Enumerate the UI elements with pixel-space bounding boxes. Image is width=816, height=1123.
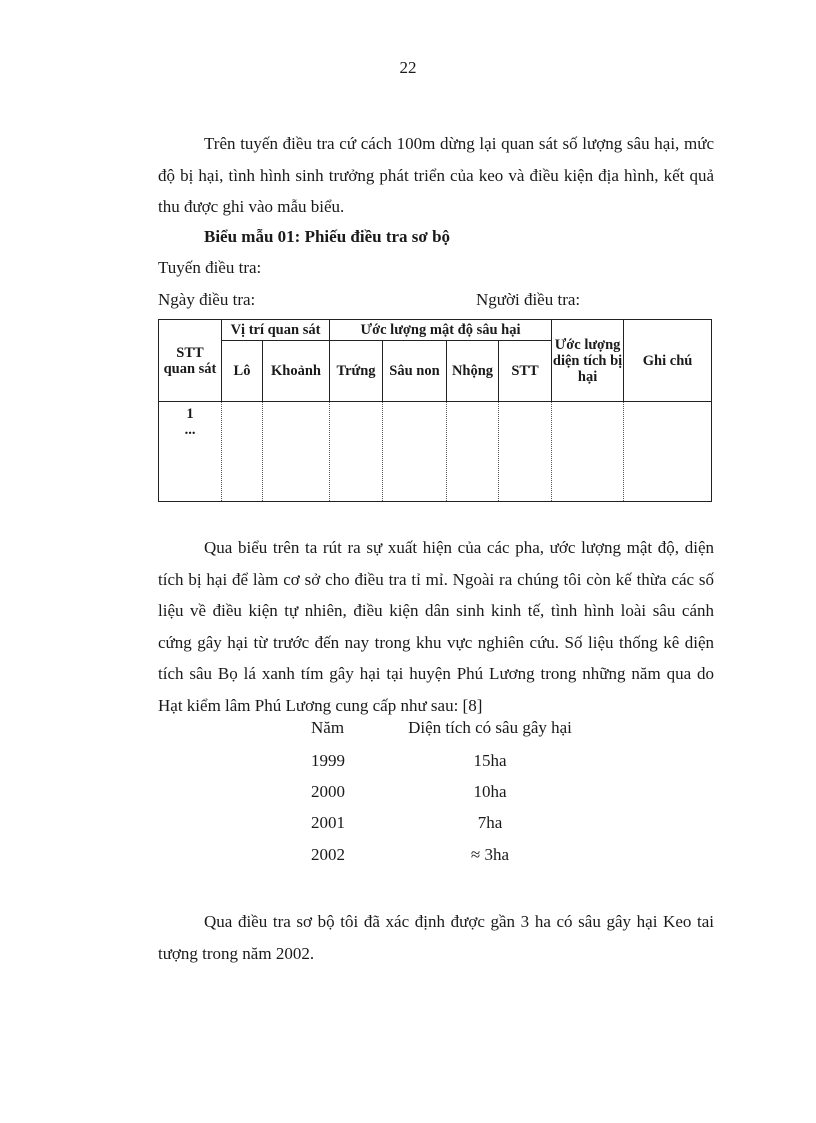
- intro-paragraph: [158, 128, 714, 223]
- table-cell: [552, 402, 624, 502]
- conclusion-paragraph-text: Qua điều tra sơ bộ tôi đã xác định được gần 3 ha có sâu gây hại Keo tai tượng trong năm 2002.: [158, 912, 714, 963]
- density-group-header: Ước lượng mật độ sâu hại: [330, 320, 552, 341]
- stats-area-header: Diện tích có sâu gây hại: [408, 718, 572, 737]
- surveyor-label: Người điều tra:: [476, 290, 581, 309]
- table-cell: [222, 402, 263, 502]
- location-group-header: Vị trí quan sát: [222, 320, 330, 341]
- stats-year: 2000: [311, 782, 345, 801]
- survey-form-table: [158, 319, 712, 502]
- table-cell: [383, 402, 447, 502]
- context-paragraph-text: Qua biểu trên ta rút ra sự xuất hiện của các pha, ước lượng mật độ, diện tích bị hại để làm cơ sở cho điều tra tỉ mỉ. Ngoài ra chúng tôi còn kế thừa các số liệu về điều kiện tự nhiên, điều kiện dân sinh kinh tế, tình hình loài sâu cánh cứng gây hại từ trước đến nay trong khu vực nghiên cứu. Số liệu thống kê diện tích sâu Bọ lá xanh tím gây hại tại huyện Phú Lương trong những năm qua do Hạt kiểm lâm Phú Lương cung cấp như sau: [8]: [158, 538, 714, 715]
- table-cell: [263, 402, 330, 502]
- conclusion-paragraph: [158, 906, 714, 969]
- stats-area: ≈ 3ha: [470, 845, 510, 864]
- egg-header: Trứng: [330, 341, 383, 402]
- row-continuation: ...: [184, 422, 196, 438]
- row-index: 1: [186, 406, 194, 422]
- table-cell: [499, 402, 552, 502]
- larva-header: Sâu non: [383, 341, 447, 402]
- lo-header: Lô: [222, 341, 263, 402]
- stats-year: 2001: [311, 813, 345, 832]
- damaged-area-header: Ước lượng diện tích bị hại: [552, 320, 624, 402]
- table-cell-stt: [159, 402, 222, 502]
- note-header: Ghi chú: [624, 320, 712, 402]
- pupa-header: Nhộng: [447, 341, 499, 402]
- stats-year: 1999: [311, 751, 345, 770]
- stats-year-header: Năm: [311, 718, 345, 737]
- stt-sub-header: STT: [499, 341, 552, 402]
- stats-area: 15ha: [473, 751, 507, 770]
- table-cell: [447, 402, 499, 502]
- stats-area: 10ha: [473, 782, 507, 801]
- date-label: Ngày điều tra:: [158, 290, 256, 309]
- intro-paragraph-text: Trên tuyến điều tra cứ cách 100m dừng lại quan sát số lượng sâu hại, mức độ bị hại, tình hình sinh trưởng phát triển của keo và điều kiện địa hình, kết quả thu được ghi vào mẫu biểu.: [158, 134, 714, 216]
- table-cell: [624, 402, 712, 502]
- route-label: Tuyến điều tra:: [158, 258, 262, 277]
- form-title: Biểu mẫu 01: Phiếu điều tra sơ bộ: [204, 227, 451, 246]
- stt-header: STT quan sát: [159, 320, 222, 402]
- page-number: 22: [399, 58, 417, 77]
- table-cell: [330, 402, 383, 502]
- stats-area: 7ha: [477, 813, 503, 832]
- stats-year: 2002: [311, 845, 345, 864]
- khoanh-header: Khoảnh: [263, 341, 330, 402]
- context-paragraph: [158, 532, 714, 721]
